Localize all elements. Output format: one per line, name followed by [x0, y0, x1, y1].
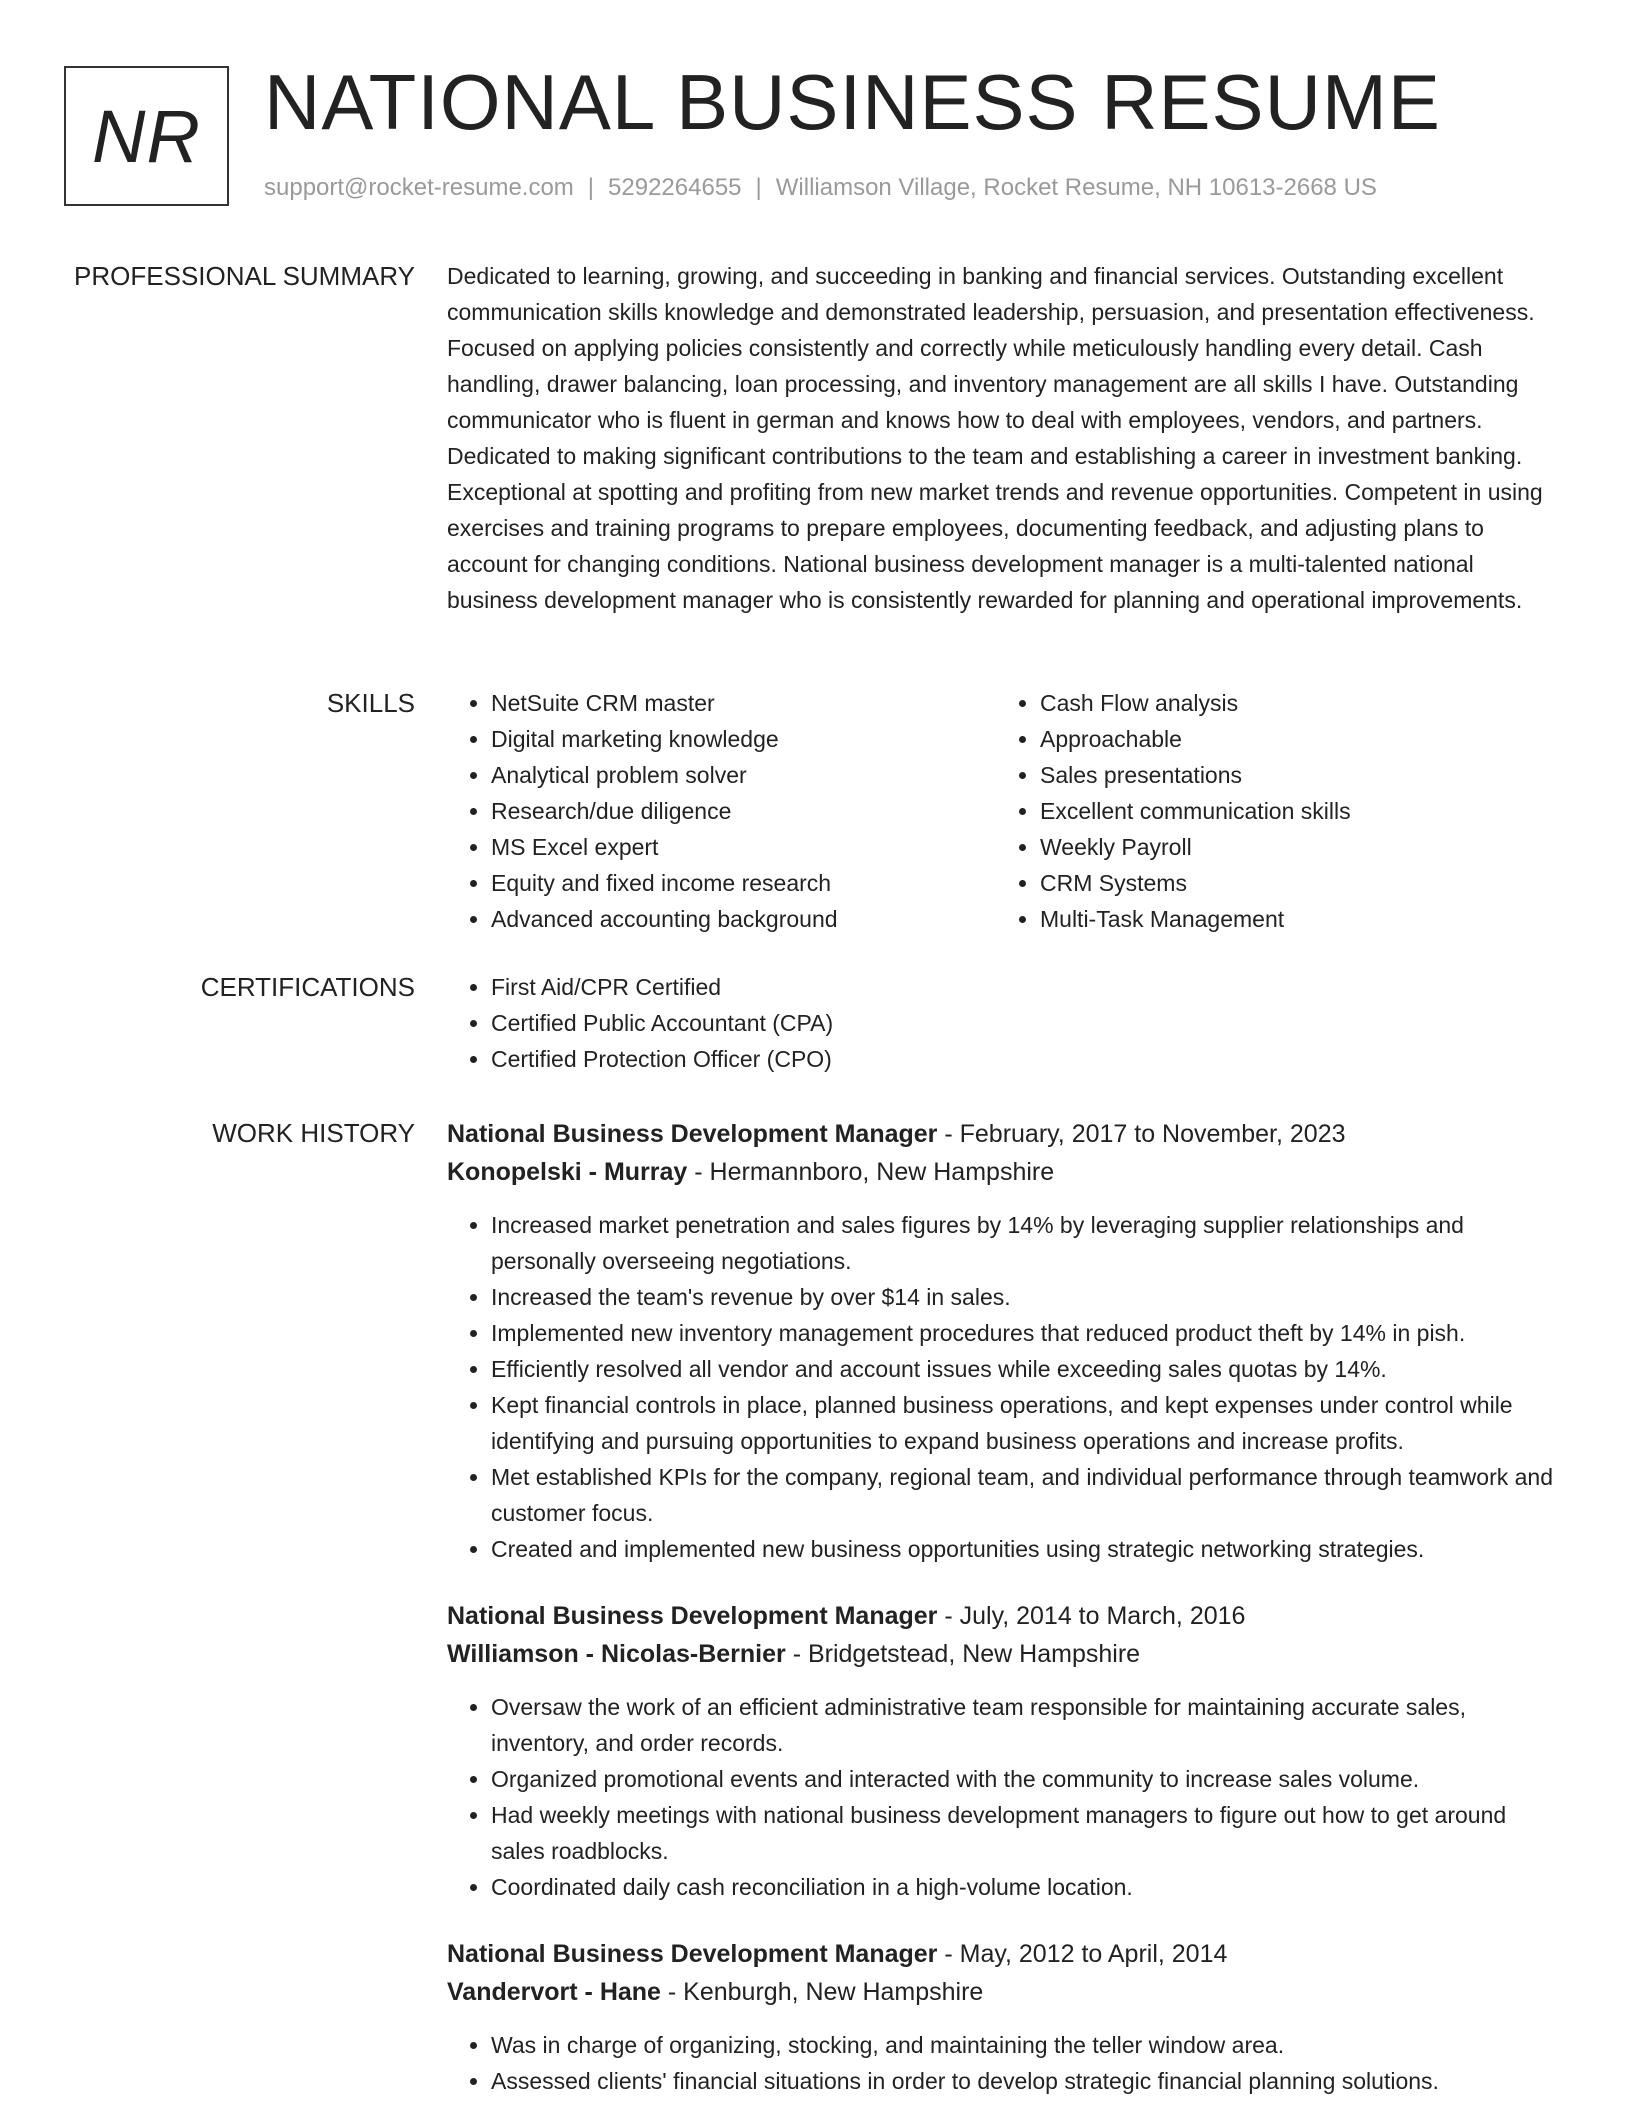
job-bullet: • Efficiently resolved all vendor and account issues while exceeding sales quotas by 14%.	[491, 1351, 1562, 1387]
job-title: National Business Development Manager	[447, 1940, 938, 1968]
contact-email[interactable]: support@rocket-resume.com	[264, 174, 574, 201]
skill-item: • Approachable	[1040, 721, 1580, 757]
certifications-body	[447, 969, 1562, 1077]
job-bullet: • Was in charge of organizing, stocking, and maintaining the teller window area.	[491, 2027, 1562, 2063]
monogram-logo: NR	[64, 66, 229, 206]
certification-item: • First Aid/CPR Certified	[491, 969, 1562, 1005]
skill-item: • Research/due diligence	[491, 793, 1031, 829]
skill-item: • Advanced accounting background	[491, 901, 1031, 937]
section-label-skills: SKILLS	[326, 688, 415, 718]
job-company-line	[447, 1973, 1562, 2011]
job-bullet: • Oversaw the work of an efficient administrative team responsible for maintaining accurate sales, inventory, and order records.	[491, 1689, 1562, 1761]
job-title-line	[447, 1597, 1562, 1635]
skill-item: • Cash Flow analysis	[1040, 685, 1580, 721]
skill-item: • MS Excel expert	[491, 829, 1031, 865]
job-location: - Hermannboro, New Hampshire	[687, 1158, 1055, 1186]
job-location: - Bridgetstead, New Hampshire	[785, 1640, 1141, 1668]
job-company-line	[447, 1635, 1562, 1673]
contact-line	[264, 174, 1377, 202]
job-bullet: • Had weekly meetings with national business development managers to figure out how to get around sales roadblocks.	[491, 1797, 1562, 1869]
job-bullets	[447, 1689, 1562, 1905]
contact-separator: |	[755, 174, 762, 201]
job-bullets	[447, 2027, 1562, 2099]
skill-item: • Excellent communication skills	[1040, 793, 1580, 829]
job-entry	[447, 1115, 1562, 1567]
certification-item: • Certified Public Accountant (CPA)	[491, 1005, 1562, 1041]
job-company: Williamson - Nicolas-Bernier	[447, 1640, 786, 1668]
job-location: - Kenburgh, New Hampshire	[660, 1978, 984, 2006]
resume-title: NATIONAL BUSINESS RESUME	[264, 58, 1441, 146]
job-bullets	[447, 1207, 1562, 1567]
skill-item: • Multi-Task Management	[1040, 901, 1580, 937]
skills-list-left	[447, 685, 1031, 937]
job-bullet: • Assessed clients' financial situations in order to develop strategic financial planning solutions.	[491, 2063, 1562, 2099]
job-bullet: • Created and implemented new business opportunities using strategic networking strategies.	[491, 1531, 1562, 1567]
contact-address: Williamson Village, Rocket Resume, NH 10613-2668 US	[775, 174, 1377, 201]
job-bullet: • Coordinated daily cash reconciliation in a high-volume location.	[491, 1869, 1562, 1905]
job-bullet: • Increased market penetration and sales figures by 14% by leveraging supplier relationships and personally overseeing negotiations.	[491, 1207, 1562, 1279]
job-dates: - February, 2017 to November, 2023	[937, 1120, 1346, 1148]
job-bullet: • Implemented new inventory management procedures that reduced product theft by 14% in pish.	[491, 1315, 1562, 1351]
job-dates: - July, 2014 to March, 2016	[937, 1602, 1246, 1630]
job-title-line	[447, 1935, 1562, 1973]
section-label-certifications: CERTIFICATIONS	[200, 972, 415, 1002]
skill-item: • NetSuite CRM master	[491, 685, 1031, 721]
contact-separator: |	[587, 174, 595, 201]
job-entry	[447, 1935, 1562, 2099]
summary-body	[447, 258, 1562, 618]
job-bullet: • Increased the team's revenue by over $14 in sales.	[491, 1279, 1562, 1315]
skills-list-right	[996, 685, 1580, 937]
skill-item: • Weekly Payroll	[1040, 829, 1580, 865]
summary-text: Dedicated to learning, growing, and succeeding in banking and financial services. Outstanding excellent communication skills knowledge and demonstrated leadership, persuasion, and presentation effectiveness. Focused on applying policies consistently and correctly while meticulously handling every detail. Cash handling, drawer balancing, loan processing, and inventory management are all skills I have. Outstanding communicator who is fluent in german and knows how to deal with employees, vendors, and partners. Dedicated to making significant contributions to the team and establishing a career in investment banking. Exceptional at spotting and profiting from new market trends and revenue opportunities. Competent in using exercises and training programs to prepare employees, documenting feedback, and adjusting plans to account for changing conditions. National business development manager is a multi-talented national business development manager who is consistently rewarded for planning and operational improvements.	[447, 263, 1543, 613]
skill-item: • Sales presentations	[1040, 757, 1580, 793]
contact-phone[interactable]: 5292264655	[608, 174, 742, 201]
skill-item: • CRM Systems	[1040, 865, 1580, 901]
job-company-line	[447, 1153, 1562, 1191]
job-company: Vandervort - Hane	[447, 1978, 661, 2006]
job-title: National Business Development Manager	[447, 1120, 938, 1148]
skill-item: • Digital marketing knowledge	[491, 721, 1031, 757]
job-title: National Business Development Manager	[447, 1602, 938, 1630]
job-company: Konopelski - Murray	[447, 1158, 688, 1186]
skill-item: • Analytical problem solver	[491, 757, 1031, 793]
job-dates: - May, 2012 to April, 2014	[937, 1940, 1228, 1968]
job-title-line	[447, 1115, 1562, 1153]
skill-item: • Equity and fixed income research	[491, 865, 1031, 901]
work-history-body	[447, 1115, 1562, 2099]
certifications-list	[447, 969, 1562, 1077]
job-bullet: • Kept financial controls in place, planned business operations, and kept expenses under control while identifying and pursuing opportunities to expand business operations and increase profits.	[491, 1387, 1562, 1459]
section-label-summary: PROFESSIONAL SUMMARY	[74, 261, 415, 291]
job-bullet: • Met established KPIs for the company, regional team, and individual performance through teamwork and customer focus.	[491, 1459, 1562, 1531]
certification-item: • Certified Protection Officer (CPO)	[491, 1041, 1562, 1077]
job-entry	[447, 1597, 1562, 1905]
job-bullet: • Organized promotional events and interacted with the community to increase sales volume.	[491, 1761, 1562, 1797]
section-label-work-history: WORK HISTORY	[212, 1118, 415, 1148]
